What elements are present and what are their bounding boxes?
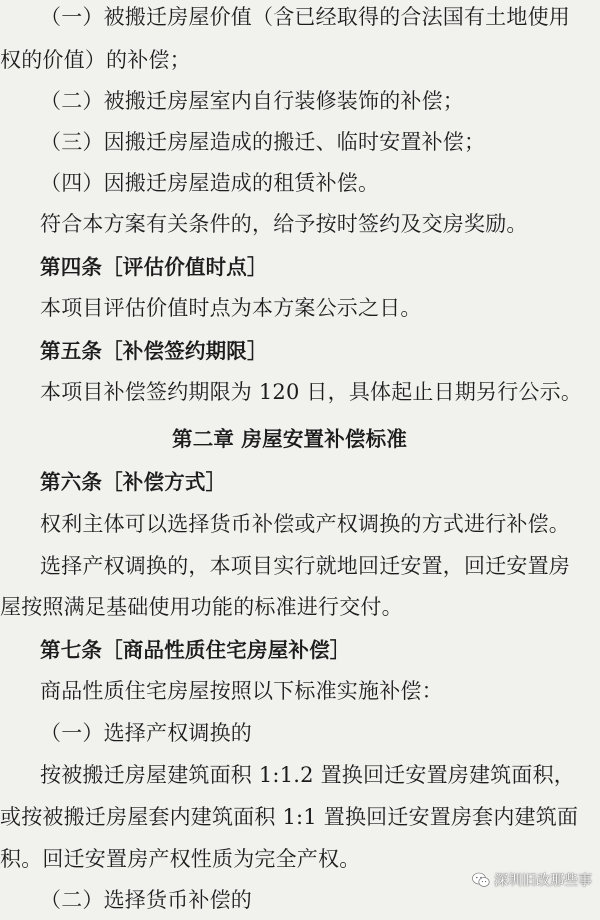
article-6-body: 权利主体可以选择货币补偿或产权调换的方式进行补偿。	[40, 512, 570, 536]
clause-item-2: （二）被搬迁房屋室内自行装修装饰的补偿；	[40, 89, 464, 113]
article-5-body: 本项目补偿签约期限为 120 日，具体起止日期另行公示。	[40, 380, 583, 404]
watermark-text: 深圳旧改那些事	[494, 873, 592, 889]
option-1-heading: （一）选择产权调换的	[40, 721, 252, 745]
article-4-heading: 第四条［评估价值时点］	[40, 255, 268, 279]
watermark	[472, 870, 592, 890]
article-5-heading: 第五条［补偿签约期限］	[40, 339, 268, 363]
clause-item-4: （四）因搬迁房屋造成的租赁补偿。	[40, 171, 380, 195]
article-4-body: 本项目评估价值时点为本方案公示之日。	[40, 296, 422, 320]
clause-item-1-line-1: （一）被搬迁房屋价值（含已经取得的合法国有土地使用	[40, 5, 570, 29]
resettlement-line-1: 选择产权调换的，本项目实行就地回迁安置，回迁安置房	[40, 554, 570, 578]
option-1-line-1: 按被搬迁房屋建筑面积 1:1.2 置换回迁安置房建筑面积，	[40, 763, 575, 787]
article-7-heading: 第七条［商品性质住宅房屋补偿］	[40, 638, 351, 662]
article-7-intro: 商品性质住宅房屋按照以下标准实施补偿：	[40, 679, 443, 703]
option-1-line-3: 积。回迁安置房产权性质为完全产权。	[0, 847, 361, 871]
chapter-2-title: 第二章 房屋安置补偿标准	[172, 427, 408, 451]
reward-paragraph: 符合本方案有关条件的，给予按时签约及交房奖励。	[40, 212, 528, 236]
clause-item-3: （三）因搬迁房屋造成的搬迁、临时安置补偿；	[40, 130, 486, 154]
resettlement-line-2: 屋按照满足基础使用功能的标准进行交付。	[0, 595, 403, 619]
article-6-heading: 第六条［补偿方式］	[40, 470, 227, 494]
option-1-line-2: 或按被搬迁房屋套内建筑面积 1:1 置换回迁安置房套内建筑面	[0, 805, 579, 829]
clause-item-1-line-2: 权的价值）的补偿；	[0, 48, 191, 72]
wechat-icon	[472, 872, 490, 888]
option-2-heading: （二）选择货币补偿的	[40, 888, 252, 912]
